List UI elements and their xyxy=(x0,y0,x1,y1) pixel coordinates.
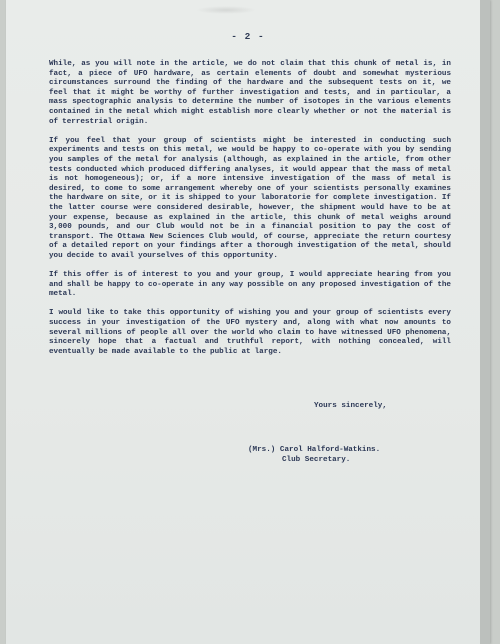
signer-title: Club Secretary. xyxy=(282,455,351,464)
paragraph-4: I would like to take this opportunity of wishing you and your group of scientists every success in your investigation of the UFO mystery and, along with what now amounts to several millions of people all over the world who claim to have witnessed UFO phenomena, sincerely hope that a factual and truthful report, with nothing concealed, will eventually be made available to the public at large. xyxy=(49,309,451,356)
paragraph-1: While, as you will note in the article, we do not claim that this chunk of metal is, in fact, a piece of UFO hardware, as certain elements of doubt and somewhat mysterious circumstances surround the finding of the hardware and the subsequent tests on it, we feel that it might be worthy of further investigation and tests, and in particular, a mass spectographic analysis to determine the number of isotopes in the various elements contained in the metal which might establish more clearly whether or not the material is of terrestrial origin. xyxy=(49,60,451,126)
signature-block xyxy=(248,446,380,466)
paper-smudge xyxy=(196,6,256,14)
page-edge-shadow xyxy=(480,0,490,644)
paragraph-2: If you feel that your group of scientists might be interested in conducting such experiments and tests on this metal, we would be happy to co-operate with you by sending you samples of the metal for analysis (although, as explained in the article, from other tests conducted which produced differing analyses, it would appear that the mass of metal is not homogeneous); or, if a more intensive investigation of the mass of metal is desired, to come to some arrangement whereby one of your scientists personally examines the hardware on site, or it is shipped to your laboratorie for complete investigation. If the latter course were considered desirable, however, the shipment would have to be at your expense, because as explained in the article, this chunk of metal weighs around 3,000 pounds, and our Club would not be in a financial position to pay the cost of transport. The Ottawa New Sciences Club would, of course, appreciate the return courtesy of a detailed report on your findings after a thorough investigation of the metal, should you decide to avail yourselves of this opportunity. xyxy=(49,136,451,260)
page-number: - 2 - xyxy=(231,31,265,42)
paragraph-3: If this offer is of interest to you and your group, I would appreciate hearing from you and shall be happy to co-operate in any way possible on any proposed investigation of the metal. xyxy=(49,271,451,299)
paper-sheet xyxy=(6,0,490,644)
closing-salutation: Yours sincerely, xyxy=(314,402,387,410)
letter-body xyxy=(49,60,451,367)
signer-name: (Mrs.) Carol Halford-Watkins. xyxy=(248,446,381,454)
